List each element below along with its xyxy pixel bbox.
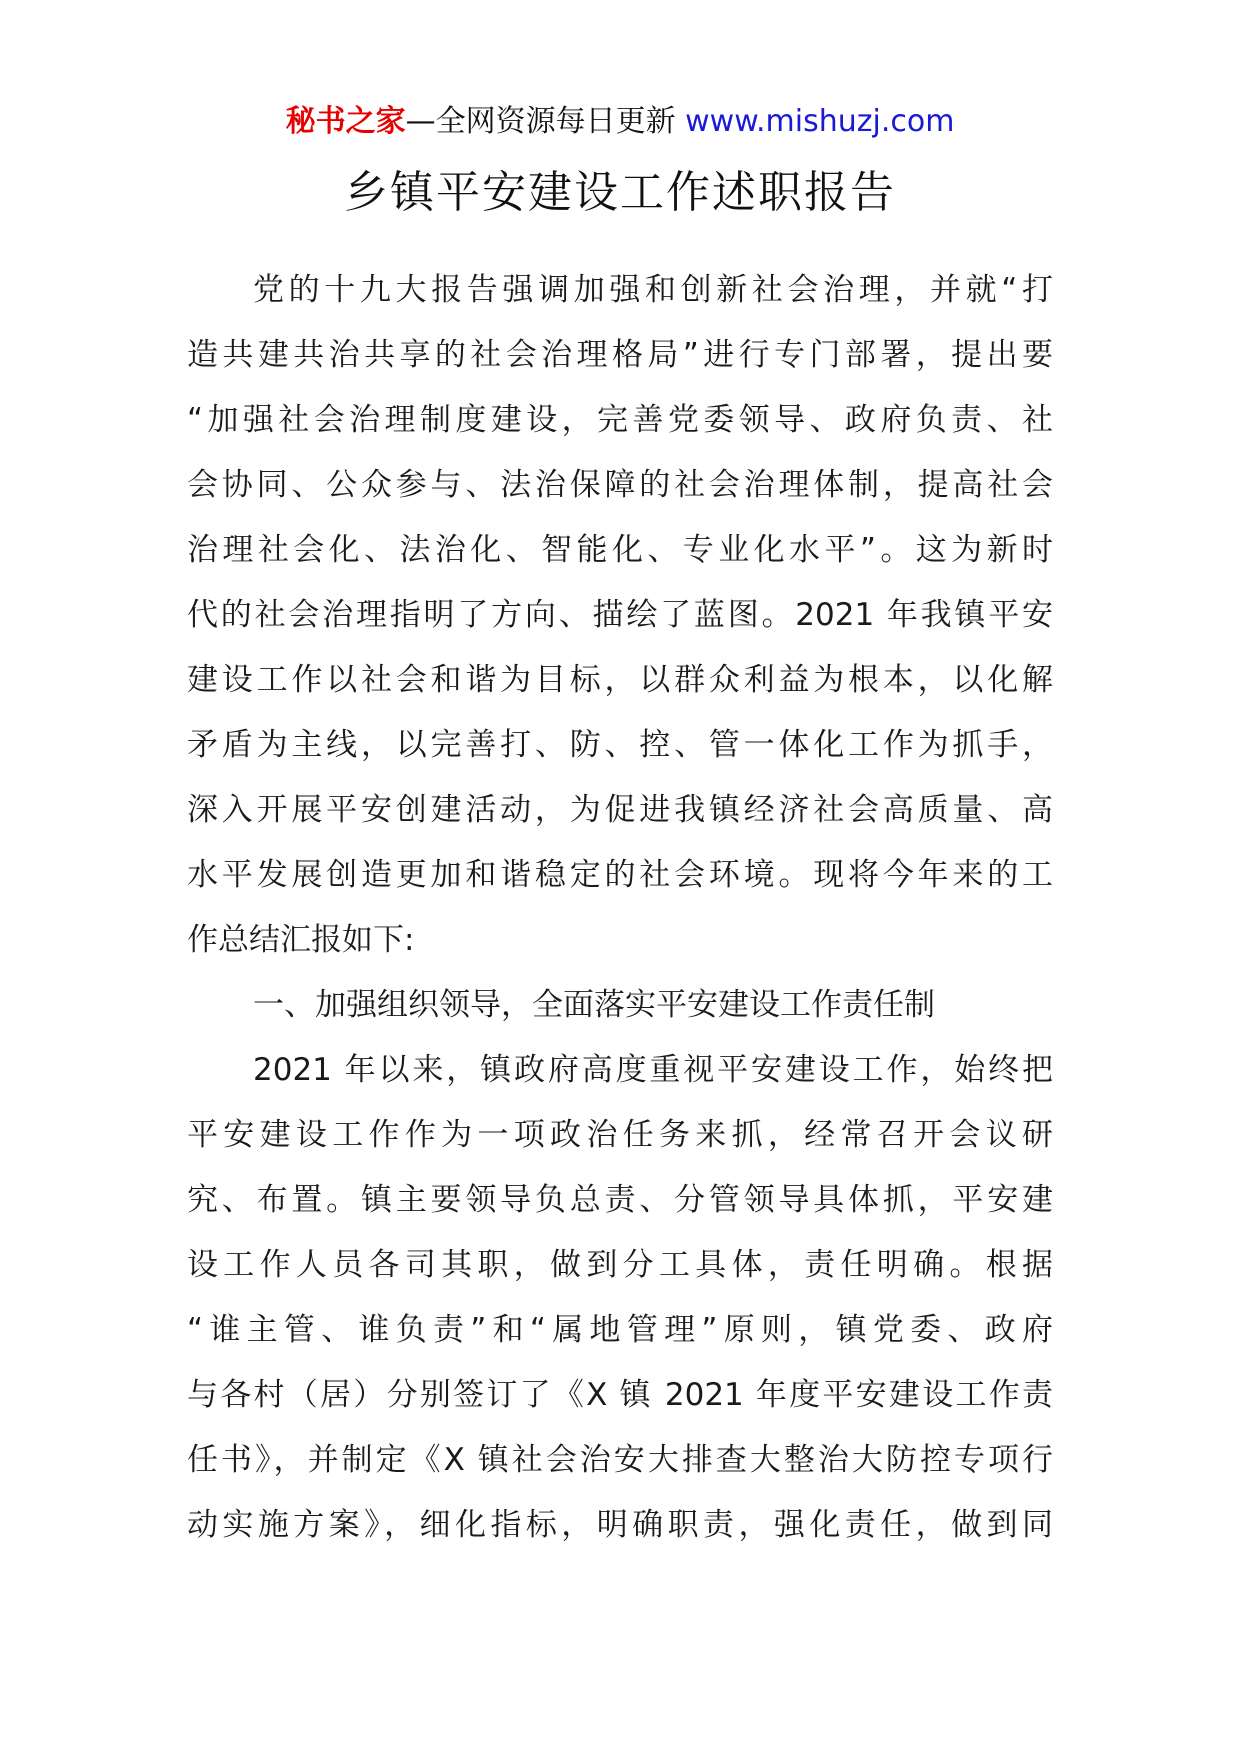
- body-line: 党的十九大报告强调加强和创新社会治理，并就“打: [253, 272, 1053, 308]
- body-line: 代的社会治理指明了方向、描绘了蓝图。2021 年我镇平安: [187, 597, 1053, 633]
- site-header: [0, 102, 1240, 142]
- body-line: “加强社会治理制度建设，完善党委领导、政府负责、社: [187, 402, 1053, 438]
- body-line: 矛盾为主线，以完善打、防、控、管一体化工作为抓手，: [187, 727, 1053, 763]
- body-line: 水平发展创造更加和谐稳定的社会环境。现将今年来的工: [187, 857, 1053, 893]
- body-line: 深入开展平安创建活动，为促进我镇经济社会高质量、高: [187, 792, 1053, 828]
- body-line: 动实施方案》，细化指标，明确职责，强化责任，做到同: [187, 1507, 1053, 1543]
- body-line: 作总结汇报如下:: [187, 922, 415, 958]
- body-line: “谁主管、谁负责”和“属地管理”原则，镇党委、政府: [187, 1312, 1053, 1348]
- body-line: 造共建共治共享的社会治理格局”进行专门部署，提出要: [187, 337, 1053, 373]
- body-line: 与各村（居）分别签订了《X 镇 2021 年度平安建设工作责: [187, 1377, 1053, 1413]
- site-slogan: —全网资源每日更新: [405, 104, 676, 139]
- body-line: 设工作人员各司其职，做到分工具体，责任明确。根据: [187, 1247, 1053, 1283]
- body-line: 会协同、公众参与、法治保障的社会治理体制，提高社会: [187, 467, 1053, 503]
- body-line: 平安建设工作作为一项政治任务来抓，经常召开会议研: [187, 1117, 1053, 1153]
- document-title: 乡镇平安建设工作述职报告: [344, 167, 896, 218]
- body-line: 治理社会化、法治化、智能化、专业化水平”。这为新时: [187, 532, 1053, 568]
- body-line: 任书》，并制定《X 镇社会治安大排查大整治大防控专项行: [187, 1442, 1053, 1478]
- site-brand: 秘书之家: [285, 104, 406, 139]
- section-heading: 一、加强组织领导，全面落实平安建设工作责任制: [253, 987, 935, 1023]
- site-url[interactable]: www.mishuzj.com: [685, 104, 955, 139]
- body-line: 建设工作以社会和谐为目标，以群众利益为根本，以化解: [187, 662, 1053, 698]
- document-body: [187, 258, 1053, 1558]
- body-line: 究、布置。镇主要领导负总责、分管领导具体抓，平安建: [187, 1182, 1053, 1218]
- body-line: 2021 年以来，镇政府高度重视平安建设工作，始终把: [253, 1052, 1053, 1088]
